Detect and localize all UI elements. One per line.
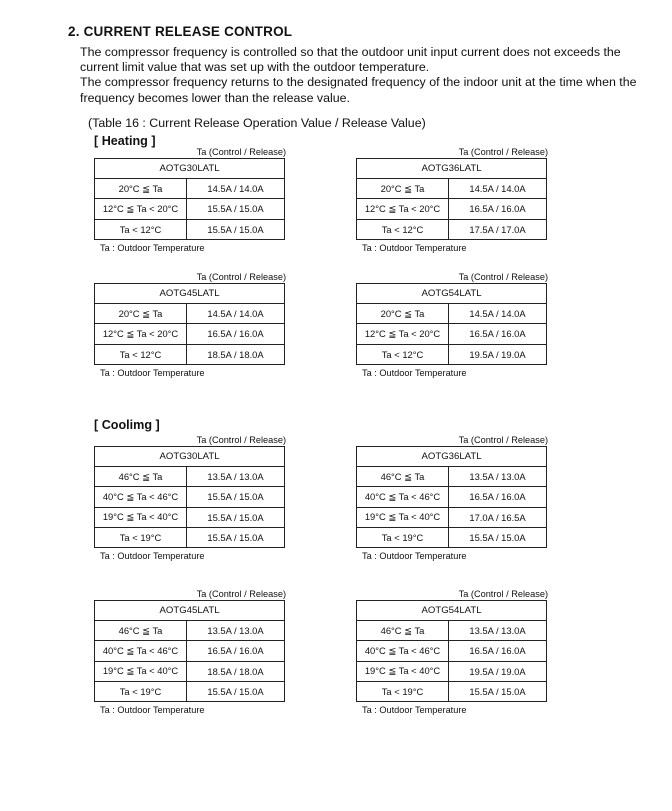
- table-note: Ta : Outdoor Temperature: [362, 704, 467, 715]
- cooling-table-aotg36: [356, 434, 548, 561]
- temperature-range: 40°C ≦ Ta < 46°C: [95, 487, 187, 507]
- model-name: AOTG30LATL: [95, 159, 285, 179]
- table-row: [95, 601, 285, 621]
- cooling-table-aotg30: [94, 434, 286, 561]
- temperature-range: 19°C ≦ Ta < 40°C: [357, 661, 449, 681]
- temperature-range: Ta < 12°C: [95, 344, 187, 364]
- current-value: 15.5A / 15.0A: [187, 487, 285, 507]
- description-paragraph-1: The compressor frequency is controlled so that the outdoor unit input current does not exceeds the current limit value that was set up with the outdoor temperature.: [80, 45, 621, 75]
- model-name: AOTG45LATL: [95, 284, 285, 304]
- model-name: AOTG54LATL: [357, 601, 547, 621]
- table-row: [95, 179, 285, 199]
- temperature-range: Ta < 19°C: [95, 681, 187, 701]
- temperature-range: 46°C ≦ Ta: [357, 621, 449, 641]
- current-value: 17.5A / 17.0A: [449, 219, 547, 239]
- current-value: 16.5A / 16.0A: [449, 199, 547, 219]
- current-value: 16.5A / 16.0A: [449, 641, 547, 661]
- current-release-table: [94, 600, 285, 702]
- table-row: [357, 179, 547, 199]
- table-note: Ta : Outdoor Temperature: [362, 367, 467, 378]
- current-value: 15.5A / 15.0A: [449, 681, 547, 701]
- temperature-range: Ta < 19°C: [95, 527, 187, 547]
- temperature-range: 19°C ≦ Ta < 40°C: [95, 507, 187, 527]
- current-value: 13.5A / 13.0A: [449, 467, 547, 487]
- model-name: AOTG45LATL: [95, 601, 285, 621]
- model-name: AOTG54LATL: [357, 284, 547, 304]
- temperature-range: 40°C ≦ Ta < 46°C: [357, 641, 449, 661]
- temperature-range: 46°C ≦ Ta: [95, 467, 187, 487]
- table-note: Ta : Outdoor Temperature: [362, 550, 467, 561]
- description-paragraph-2: The compressor frequency returns to the designated frequency of the indoor unit at the time when the frequency becomes lower than the release value.: [80, 75, 637, 105]
- temperature-range: Ta < 12°C: [357, 219, 449, 239]
- current-value: 16.5A / 16.0A: [187, 324, 285, 344]
- section-description: [80, 45, 640, 106]
- section-heading: 2. CURRENT RELEASE CONTROL: [68, 24, 293, 39]
- temperature-range: 46°C ≦ Ta: [357, 467, 449, 487]
- temperature-range: 20°C ≦ Ta: [95, 304, 187, 324]
- table-row: [95, 487, 285, 507]
- table-note: Ta : Outdoor Temperature: [100, 242, 205, 253]
- table-row: [95, 621, 285, 641]
- temperature-range: 19°C ≦ Ta < 40°C: [95, 661, 187, 681]
- current-value: 14.5A / 14.0A: [449, 179, 547, 199]
- table-row: [357, 601, 547, 621]
- table-row: [357, 324, 547, 344]
- table-header-label: Ta (Control / Release): [196, 147, 286, 157]
- temperature-range: Ta < 19°C: [357, 681, 449, 701]
- current-value: 16.5A / 16.0A: [187, 641, 285, 661]
- current-value: 18.5A / 18.0A: [187, 344, 285, 364]
- current-release-table: [356, 283, 547, 365]
- model-name: AOTG36LATL: [357, 159, 547, 179]
- current-value: 17.0A / 16.5A: [449, 507, 547, 527]
- table-row: [357, 447, 547, 467]
- table-row: [95, 304, 285, 324]
- temperature-range: 12°C ≦ Ta < 20°C: [95, 324, 187, 344]
- current-value: 13.5A / 13.0A: [449, 621, 547, 641]
- table-note: Ta : Outdoor Temperature: [100, 367, 205, 378]
- current-value: 14.5A / 14.0A: [187, 304, 285, 324]
- current-value: 13.5A / 13.0A: [187, 621, 285, 641]
- table-header-label: Ta (Control / Release): [458, 589, 548, 599]
- table-header-label: Ta (Control / Release): [458, 435, 548, 445]
- temperature-range: 20°C ≦ Ta: [357, 179, 449, 199]
- current-value: 15.5A / 15.0A: [187, 527, 285, 547]
- table-row: [95, 527, 285, 547]
- table-row: [95, 284, 285, 304]
- table-row: [357, 487, 547, 507]
- current-value: 14.5A / 14.0A: [449, 304, 547, 324]
- model-name: AOTG30LATL: [95, 447, 285, 467]
- table-header-label: Ta (Control / Release): [196, 435, 286, 445]
- table-note: Ta : Outdoor Temperature: [362, 242, 467, 253]
- current-release-table: [356, 446, 547, 548]
- table-row: [357, 621, 547, 641]
- table-note: Ta : Outdoor Temperature: [100, 704, 205, 715]
- temperature-range: Ta < 12°C: [95, 219, 187, 239]
- current-value: 14.5A / 14.0A: [187, 179, 285, 199]
- cooling-table-aotg45: [94, 588, 286, 715]
- current-value: 16.5A / 16.0A: [449, 487, 547, 507]
- current-value: 16.5A / 16.0A: [449, 324, 547, 344]
- table-caption: (Table 16 : Current Release Operation Value / Release Value): [88, 116, 426, 130]
- current-value: 18.5A / 18.0A: [187, 661, 285, 681]
- table-row: [357, 467, 547, 487]
- table-row: [95, 447, 285, 467]
- cooling-table-aotg54: [356, 588, 548, 715]
- table-row: [95, 324, 285, 344]
- table-row: [357, 344, 547, 364]
- current-release-table: [94, 446, 285, 548]
- table-row: [95, 661, 285, 681]
- temperature-range: 40°C ≦ Ta < 46°C: [357, 487, 449, 507]
- temperature-range: 46°C ≦ Ta: [95, 621, 187, 641]
- table-row: [357, 304, 547, 324]
- current-release-table: [94, 283, 285, 365]
- temperature-range: 12°C ≦ Ta < 20°C: [357, 199, 449, 219]
- table-row: [95, 159, 285, 179]
- table-row: [95, 219, 285, 239]
- table-row: [357, 284, 547, 304]
- table-row: [357, 159, 547, 179]
- table-row: [357, 527, 547, 547]
- table-row: [357, 681, 547, 701]
- table-row: [95, 467, 285, 487]
- current-value: 19.5A / 19.0A: [449, 344, 547, 364]
- table-row: [95, 199, 285, 219]
- current-release-table: [356, 158, 547, 240]
- table-row: [95, 344, 285, 364]
- temperature-range: Ta < 19°C: [357, 527, 449, 547]
- table-row: [95, 681, 285, 701]
- table-header-label: Ta (Control / Release): [196, 589, 286, 599]
- table-header-label: Ta (Control / Release): [458, 147, 548, 157]
- heading-label: [ Heating ]: [94, 134, 156, 148]
- table-row: [357, 219, 547, 239]
- table-row: [357, 641, 547, 661]
- current-value: 15.5A / 15.0A: [187, 199, 285, 219]
- heating-table-aotg30: [94, 146, 286, 253]
- temperature-range: 19°C ≦ Ta < 40°C: [357, 507, 449, 527]
- current-value: 15.5A / 15.0A: [187, 681, 285, 701]
- current-value: 19.5A / 19.0A: [449, 661, 547, 681]
- table-header-label: Ta (Control / Release): [458, 272, 548, 282]
- heating-table-aotg54: [356, 271, 548, 378]
- temperature-range: 20°C ≦ Ta: [95, 179, 187, 199]
- table-row: [95, 507, 285, 527]
- current-value: 15.5A / 15.0A: [449, 527, 547, 547]
- cooling-label: [ Coolimg ]: [94, 418, 160, 432]
- temperature-range: 40°C ≦ Ta < 46°C: [95, 641, 187, 661]
- current-value: 13.5A / 13.0A: [187, 467, 285, 487]
- current-release-table: [94, 158, 285, 240]
- model-name: AOTG36LATL: [357, 447, 547, 467]
- temperature-range: 12°C ≦ Ta < 20°C: [95, 199, 187, 219]
- temperature-range: 12°C ≦ Ta < 20°C: [357, 324, 449, 344]
- table-header-label: Ta (Control / Release): [196, 272, 286, 282]
- heating-table-aotg45: [94, 271, 286, 378]
- temperature-range: Ta < 12°C: [357, 344, 449, 364]
- current-release-table: [356, 600, 547, 702]
- table-row: [357, 199, 547, 219]
- table-row: [357, 507, 547, 527]
- table-row: [95, 641, 285, 661]
- table-row: [357, 661, 547, 681]
- current-value: 15.5A / 15.0A: [187, 219, 285, 239]
- heating-table-aotg36: [356, 146, 548, 253]
- current-value: 15.5A / 15.0A: [187, 507, 285, 527]
- temperature-range: 20°C ≦ Ta: [357, 304, 449, 324]
- table-note: Ta : Outdoor Temperature: [100, 550, 205, 561]
